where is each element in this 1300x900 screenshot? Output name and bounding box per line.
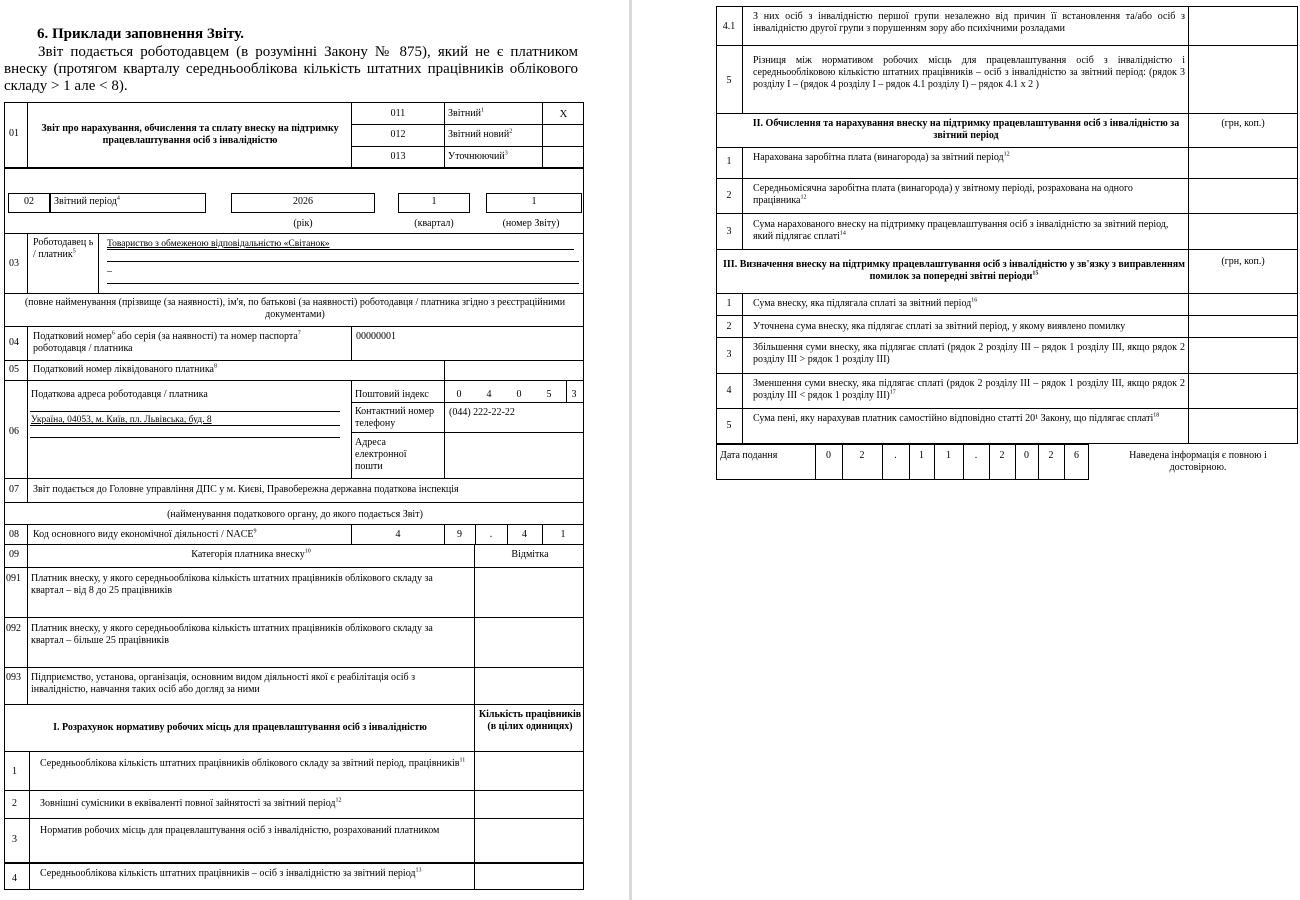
phone-label: Контактний номер телефону xyxy=(355,406,435,429)
submission-label: Дата подання xyxy=(720,450,778,461)
section2-unit: (грн, коп.) xyxy=(1221,118,1265,129)
date-separator: . xyxy=(894,450,897,461)
nace-dot: . xyxy=(489,529,493,540)
row-number: 3 xyxy=(726,349,732,360)
row-number: 1 xyxy=(726,298,732,309)
employer-dash: – xyxy=(107,266,112,277)
section3-row-text: Сума пені, яку нарахував платник самостійно відповідно статті 20¹ Закону, що підлягає сплаті$^{18}$ xyxy=(753,412,1160,424)
section2-title: II. Обчислення та нарахування внеску на підтримку працевлаштування осіб з інвалідністю за звітний період xyxy=(752,118,1180,141)
category-text: Платник внеску, у якого середньооблікова кількість штатних працівників облікового складу за квартал – більше 25 працівників xyxy=(31,623,433,646)
section1-row-text: Зовнішні сумісники в еквіваленті повної зайнятості за звітний період$^{12}$ xyxy=(40,797,342,809)
date-digit[interactable]: 6 xyxy=(1074,450,1079,461)
postal-label: Поштовий індекс xyxy=(355,389,429,400)
right-row-text: З них осіб з інвалідністю першої групи незалежно від причин її встановлення та/або осіб з інвалідністю другої групи з порушенням зору або психічними розладами xyxy=(753,11,1185,34)
category-label: Категорія платника внеску$^{10}$ xyxy=(191,548,311,560)
period-year[interactable]: 2026 xyxy=(231,193,375,213)
row-code: 01 xyxy=(9,128,19,139)
type-code: 012 xyxy=(390,129,406,140)
row-number: 2 xyxy=(726,190,732,201)
section1-value-cell[interactable] xyxy=(475,752,584,790)
row-number: 4 xyxy=(12,873,17,884)
row-number: 2 xyxy=(12,798,17,809)
nace-label: Код основного виду економічної діяльності / NACE$^9$ xyxy=(33,528,257,540)
left-page xyxy=(0,0,600,900)
address-label: Податкова адреса роботодавця / платника xyxy=(31,389,208,400)
period-number[interactable]: 1 xyxy=(486,193,582,213)
section1-value-cell[interactable] xyxy=(475,791,584,818)
section3-unit: (грн, коп.) xyxy=(1221,256,1265,267)
right-value-cell[interactable] xyxy=(1189,7,1297,45)
nace-digit[interactable]: 4 xyxy=(522,529,527,540)
mark-header: Відмітка xyxy=(511,549,549,560)
row-code: 07 xyxy=(9,484,19,495)
date-digit[interactable]: 0 xyxy=(826,450,831,461)
category-text: Платник внеску, у якого середньооблікова кількість штатних працівників облікового складу за квартал – від 8 до 25 працівників xyxy=(31,573,433,596)
report-title: Звіт про нарахування, обчислення та сплату внеску на підтримку працевлаштування осіб з інвалідністю xyxy=(41,123,339,146)
section3-value-cell[interactable] xyxy=(1189,316,1297,337)
type-code: 011 xyxy=(390,108,406,119)
phone-value[interactable]: (044) 222-22-22 xyxy=(449,407,515,418)
date-digit[interactable]: 1 xyxy=(919,450,924,461)
row-code: 06 xyxy=(9,426,19,437)
postal-digit[interactable]: 0 xyxy=(456,389,462,400)
section2-row-text: Сума нарахованого внеску на підтримку працевлаштування осіб з інвалідністю за звітний період, який підлягає сплаті$^{14}$ xyxy=(753,219,1169,242)
date-digit[interactable]: 1 xyxy=(946,450,951,461)
submission-note: Наведена інформація є повною і достовірною. xyxy=(1129,450,1267,473)
type-code: 013 xyxy=(390,151,406,162)
section2-value-cell[interactable] xyxy=(1189,148,1297,178)
category-mark-cell[interactable] xyxy=(475,568,584,616)
liquidated-label: Податковий номер ліквідованого платника$^8$ xyxy=(33,363,217,375)
nace-digit[interactable]: 1 xyxy=(560,529,566,540)
address-value[interactable]: Україна, 04053, м. Київ, пл. Львівська, буд. 8 xyxy=(31,415,212,425)
quarter-caption: (квартал) xyxy=(414,218,454,229)
nace-digit[interactable]: 9 xyxy=(457,529,462,540)
row-number: 3 xyxy=(726,226,732,237)
employer-label: Роботодавец ь / платник$^5$ xyxy=(33,237,94,260)
tax-id-value[interactable]: 00000001 xyxy=(356,331,396,342)
row-number: 5 xyxy=(726,420,732,431)
section3-row-text: Збільшення суми внеску, яка підлягає сплаті (рядок 2 розділу III – рядок 1 розділу III, якщо рядок 2 розділу III > рядок 1 розділу III) xyxy=(753,342,1185,365)
row-code: 09 xyxy=(9,549,19,560)
section2-value-cell[interactable] xyxy=(1189,179,1297,213)
row-code: 04 xyxy=(9,337,19,348)
number-caption: (номер Звіту) xyxy=(502,218,560,229)
section1-row-text: Середньооблікова кількість штатних працівників облікового складу за звітний період, працівників$^{11}$ xyxy=(40,757,466,769)
employer-caption: (повне найменування (прізвище (за наявності), ім'я, по батькові (за наявності) роботодавця / платника згідно з реєстраційними документами) xyxy=(24,297,566,320)
section-title: 6. Приклади заповнення Звіту. xyxy=(37,26,244,42)
type-label: Уточнюючий$^3$ xyxy=(448,150,508,162)
period-label: Звітний період$^4$ xyxy=(50,193,206,213)
row-code: 08 xyxy=(9,529,19,540)
section3-title: III. Визначення внеску на підтримку працевлаштування осіб з інвалідністю у зв'язку з виправленням помилок за попередні звітні періоди$^{15}$ xyxy=(723,259,1185,282)
row-number: 5 xyxy=(726,75,732,86)
section2-row-text: Середньомісячна заробітна плата (винагорода) у звітному періоді, розрахована на одного працівника$^{12}$ xyxy=(753,183,1133,206)
year-caption: (рік) xyxy=(293,218,313,229)
section1-title: I. Розрахунок нормативу робочих місць для працевлаштування осіб з інвалідністю xyxy=(53,722,427,733)
period-quarter[interactable]: 1 xyxy=(398,193,470,213)
row-code: 02 xyxy=(8,193,50,213)
section1-row-text: Норматив робочих місць для працевлаштування осіб з інвалідністю, розрахований платником xyxy=(40,825,440,836)
row-code: 05 xyxy=(9,364,19,375)
row-number: 3 xyxy=(12,834,17,845)
row-code: 03 xyxy=(9,258,19,269)
date-digit[interactable]: 0 xyxy=(1024,450,1029,461)
section3-row-text: Сума внеску, яка підлягала сплаті за звітний період$^{16}$ xyxy=(753,297,978,309)
postal-digit[interactable]: 4 xyxy=(486,389,492,400)
section3-value-cell[interactable] xyxy=(1189,374,1297,408)
right-row-text: Різниця між нормативом робочих місць для працевлаштування осіб з інвалідністю і середньообліковою кількістю штатних працівників – осіб з інвалідністю за звітний період: (рядок 3 розділу I – (рядок 4 розділу I – рядок 4.1 розділу I) – рядок 4.1 х 2 ) xyxy=(753,55,1185,90)
section1-unit: Кількість працівників (в цілих одиницях) xyxy=(478,709,582,732)
type-checkbox-reporting[interactable]: X xyxy=(559,108,568,120)
right-value-cell[interactable] xyxy=(1189,46,1297,112)
row-code: 093 xyxy=(6,672,21,683)
row-number: 4.1 xyxy=(722,21,736,32)
section2-row-text: Нарахована заробітна плата (винагорода) за звітний період$^{12}$ xyxy=(753,151,1010,163)
section1-value-cell[interactable] xyxy=(475,819,584,862)
section3-value-cell[interactable] xyxy=(1189,338,1297,373)
category-mark-cell[interactable] xyxy=(475,668,584,704)
employer-name[interactable]: Товариство з обмеженою відповідальністю «Світанок» xyxy=(107,239,330,249)
tax-office-value[interactable]: Звіт подається до Головне управління ДПС у м. Києві, Правобережна державна податкова інспекція xyxy=(33,484,459,495)
type-label: Звітний$^1$ xyxy=(448,107,484,119)
postal-digit[interactable]: 5 xyxy=(546,389,552,400)
tax-id-label: Податковий номер$^6$ або серія (за наявності) та номер паспорта$^7$ роботодавця / платника xyxy=(33,330,301,354)
right-page xyxy=(636,0,1300,900)
row-number: 4 xyxy=(726,385,732,396)
postal-digit[interactable]: 0 xyxy=(516,389,522,400)
tax-office-caption: (найменування податкового органу, до якого подається Звіт) xyxy=(167,509,423,520)
category-mark-cell[interactable] xyxy=(475,618,584,666)
section1-value-cell[interactable] xyxy=(475,865,584,889)
section3-value-cell[interactable] xyxy=(1189,294,1297,315)
date-digit[interactable]: 2 xyxy=(859,450,865,461)
row-number: 2 xyxy=(726,321,732,332)
email-label: Адреса електронної пошти xyxy=(355,437,407,472)
row-code: 091 xyxy=(6,573,21,584)
section2-value-cell[interactable] xyxy=(1189,214,1297,249)
nace-digit[interactable]: 4 xyxy=(395,529,401,540)
section1-row-text: Середньооблікова кількість штатних працівників – осіб з інвалідністю за звітний період$^{13}$ xyxy=(40,867,422,879)
category-text: Підприємство, установа, організація, основним видом діяльності якої є реабілітація осіб з інвалідністю, навчання таких осіб або догляд за ними xyxy=(31,672,416,695)
type-label: Звітний новий$^2$ xyxy=(448,128,513,140)
row-code: 092 xyxy=(6,623,21,634)
section3-value-cell[interactable] xyxy=(1189,409,1297,443)
section3-row-text: Уточнена сума внеску, яка підлягає сплаті за звітний період, у якому виявлено помилку xyxy=(753,321,1126,332)
row-number: 1 xyxy=(726,156,732,167)
postal-digit[interactable]: 3 xyxy=(571,389,577,400)
row-number: 1 xyxy=(12,766,17,777)
intro-paragraph: Звіт подається роботодавцем (в розумінні Закону № 875), який не є платником внеску (протягом кварталу середньооблікова кількість штатних працівників облікового складу > 1 але < 8). xyxy=(4,44,578,94)
page-divider xyxy=(629,0,632,900)
date-digit[interactable]: 2 xyxy=(1048,450,1054,461)
date-digit[interactable]: 2 xyxy=(999,450,1005,461)
section3-row-text: Зменшення суми внеску, яка підлягає сплаті (рядок 2 розділу III – рядок 1 розділу III, якщо рядок 2 розділу III < рядок 1 розділу III)$^{17}$ xyxy=(753,378,1185,401)
date-separator: . xyxy=(974,450,978,461)
